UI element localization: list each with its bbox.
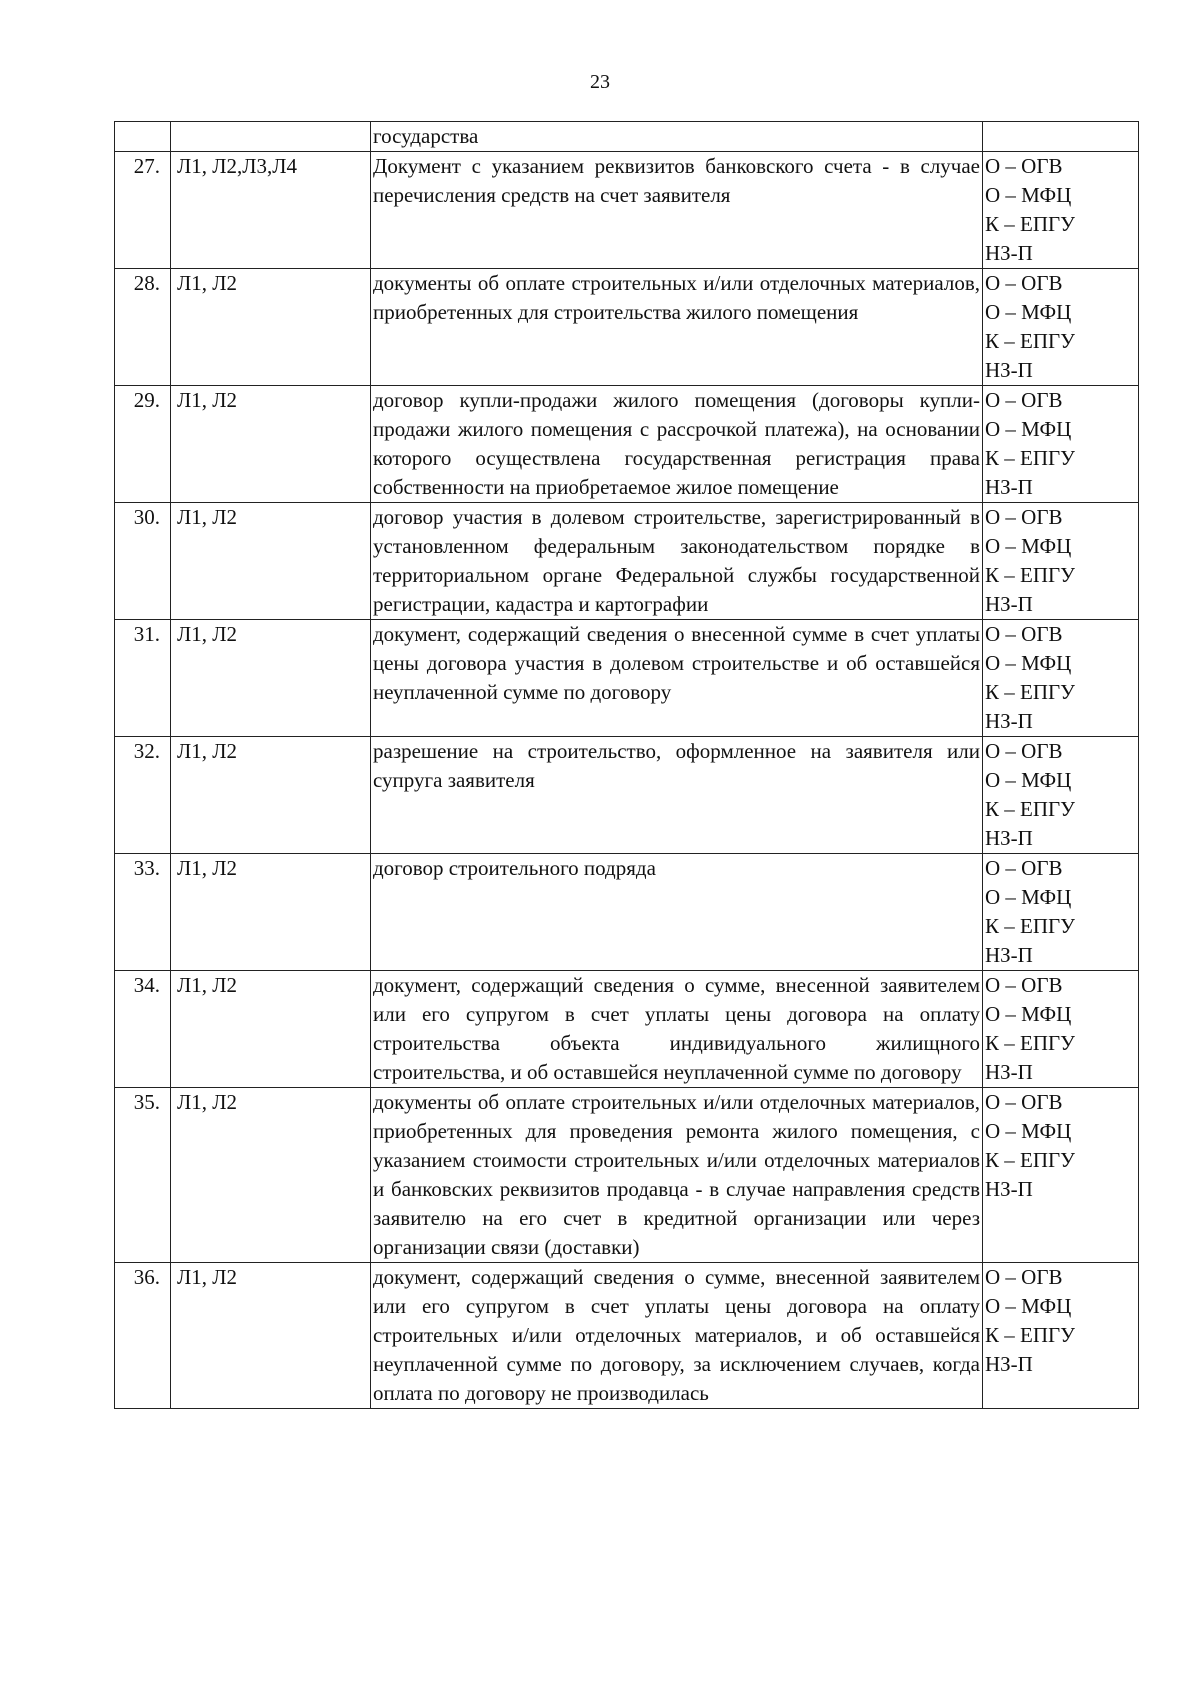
submission-way: О – ОГВ <box>985 739 1063 763</box>
documents-table-body <box>115 122 1139 1409</box>
documents-table <box>114 121 1139 1409</box>
submission-way: О – ОГВ <box>985 505 1063 529</box>
continuation-form-cell <box>171 122 371 152</box>
table-row <box>115 1088 1139 1263</box>
submission-way: О – МФЦ <box>985 534 1072 558</box>
row-document-name: документ, содержащий сведения о сумме, внесенной заявителем или его супругом в счет уплаты цены договора на оплату строительных и/или отделочных материалов, и об оставшейся неуплаченной сумме по договору, за исключением случаев, когда оплата по договору не производилась <box>371 1263 983 1409</box>
table-row <box>115 971 1139 1088</box>
submission-way: О – ОГВ <box>985 388 1063 412</box>
row-submission-ways <box>983 269 1139 386</box>
row-document-name: договор купли-продажи жилого помещения (договоры купли-продажи жилого помещения с рассрочкой платежа), на основании которого осуществлена государственная регистрация права собственности на приобретаемое жилое помещение <box>371 386 983 503</box>
row-number: 34. <box>115 971 171 1088</box>
submission-way: О – МФЦ <box>985 1294 1072 1318</box>
row-number: 35. <box>115 1088 171 1263</box>
row-forms: Л1, Л2 <box>171 1088 371 1263</box>
submission-way: НЗ-П <box>985 475 1033 499</box>
row-number: 36. <box>115 1263 171 1409</box>
submission-way: О – МФЦ <box>985 651 1072 675</box>
row-forms: Л1, Л2 <box>171 503 371 620</box>
row-submission-ways <box>983 386 1139 503</box>
page-number: 23 <box>590 71 610 93</box>
submission-way: НЗ-П <box>985 241 1033 265</box>
row-document-name: разрешение на строительство, оформленное на заявителя или супруга заявителя <box>371 737 983 854</box>
submission-way: К – ЕПГУ <box>985 1323 1076 1347</box>
table-row <box>115 854 1139 971</box>
submission-way: О – МФЦ <box>985 183 1072 207</box>
submission-way: О – ОГВ <box>985 271 1063 295</box>
submission-way: О – ОГВ <box>985 622 1063 646</box>
row-document-name: Документ с указанием реквизитов банковского счета - в случае перечисления средств на счет заявителя <box>371 152 983 269</box>
row-number: 31. <box>115 620 171 737</box>
row-submission-ways <box>983 971 1139 1088</box>
row-submission-ways <box>983 152 1139 269</box>
continuation-row <box>115 122 1139 152</box>
table-row <box>115 503 1139 620</box>
continuation-way-cell <box>983 122 1139 152</box>
row-forms: Л1, Л2 <box>171 1263 371 1409</box>
submission-way: О – ОГВ <box>985 154 1063 178</box>
continuation-num-cell <box>115 122 171 152</box>
submission-way: К – ЕПГУ <box>985 680 1076 704</box>
submission-way: О – ОГВ <box>985 973 1063 997</box>
row-forms: Л1, Л2 <box>171 620 371 737</box>
row-submission-ways <box>983 620 1139 737</box>
table-row <box>115 620 1139 737</box>
row-submission-ways <box>983 1088 1139 1263</box>
submission-way: НЗ-П <box>985 1060 1033 1084</box>
row-submission-ways <box>983 737 1139 854</box>
row-document-name: документы об оплате строительных и/или отделочных материалов, приобретенных для строительства жилого помещения <box>371 269 983 386</box>
row-document-name: договор участия в долевом строительстве, зарегистрированный в установленном федеральным законодательством порядке в территориальном органе Федеральной службы государственной регистрации, кадастра и картографии <box>371 503 983 620</box>
submission-way: К – ЕПГУ <box>985 212 1076 236</box>
submission-way: К – ЕПГУ <box>985 914 1076 938</box>
submission-way: К – ЕПГУ <box>985 563 1076 587</box>
submission-way: НЗ-П <box>985 592 1033 616</box>
row-forms: Л1, Л2 <box>171 386 371 503</box>
row-forms: Л1, Л2 <box>171 269 371 386</box>
submission-way: НЗ-П <box>985 709 1033 733</box>
row-number: 28. <box>115 269 171 386</box>
row-document-name: договор строительного подряда <box>371 854 983 971</box>
submission-way: НЗ-П <box>985 358 1033 382</box>
submission-way: К – ЕПГУ <box>985 329 1076 353</box>
submission-way: НЗ-П <box>985 826 1033 850</box>
table-row <box>115 737 1139 854</box>
table-row <box>115 152 1139 269</box>
row-number: 27. <box>115 152 171 269</box>
submission-way: К – ЕПГУ <box>985 446 1076 470</box>
submission-way: НЗ-П <box>985 1352 1033 1376</box>
row-number: 33. <box>115 854 171 971</box>
row-submission-ways <box>983 503 1139 620</box>
submission-way: О – ОГВ <box>985 1265 1063 1289</box>
table-row <box>115 1263 1139 1409</box>
submission-way: О – МФЦ <box>985 1002 1072 1026</box>
submission-way: О – МФЦ <box>985 417 1072 441</box>
row-forms: Л1, Л2 <box>171 737 371 854</box>
row-forms: Л1, Л2,Л3,Л4 <box>171 152 371 269</box>
submission-way: О – ОГВ <box>985 1090 1063 1114</box>
submission-way: НЗ-П <box>985 943 1033 967</box>
row-submission-ways <box>983 854 1139 971</box>
row-number: 30. <box>115 503 171 620</box>
row-number: 29. <box>115 386 171 503</box>
submission-way: О – МФЦ <box>985 885 1072 909</box>
row-forms: Л1, Л2 <box>171 971 371 1088</box>
row-number: 32. <box>115 737 171 854</box>
row-document-name: документ, содержащий сведения о сумме, внесенной заявителем или его супругом в счет уплаты цены договора на оплату строительства объекта индивидуального жилищного строительства, и об оставшейся неуплаченной сумме по договору <box>371 971 983 1088</box>
submission-way: О – МФЦ <box>985 1119 1072 1143</box>
table-row <box>115 386 1139 503</box>
row-forms: Л1, Л2 <box>171 854 371 971</box>
row-document-name: документы об оплате строительных и/или отделочных материалов, приобретенных для проведения ремонта жилого помещения, с указанием стоимости строительных и/или отделочных материалов и банковских реквизитов продавца - в случае направления средств заявителю на его счет в кредитной организации или через организации связи (доставки) <box>371 1088 983 1263</box>
submission-way: О – МФЦ <box>985 768 1072 792</box>
submission-way: НЗ-П <box>985 1177 1033 1201</box>
table-row <box>115 269 1139 386</box>
submission-way: К – ЕПГУ <box>985 797 1076 821</box>
submission-way: О – МФЦ <box>985 300 1072 324</box>
submission-way: К – ЕПГУ <box>985 1148 1076 1172</box>
row-document-name: документ, содержащий сведения о внесенной сумме в счет уплаты цены договора участия в долевом строительстве и об оставшейся неуплаченной сумме по договору <box>371 620 983 737</box>
row-submission-ways <box>983 1263 1139 1409</box>
submission-way: О – ОГВ <box>985 856 1063 880</box>
submission-way: К – ЕПГУ <box>985 1031 1076 1055</box>
continuation-text: государства <box>371 122 983 152</box>
